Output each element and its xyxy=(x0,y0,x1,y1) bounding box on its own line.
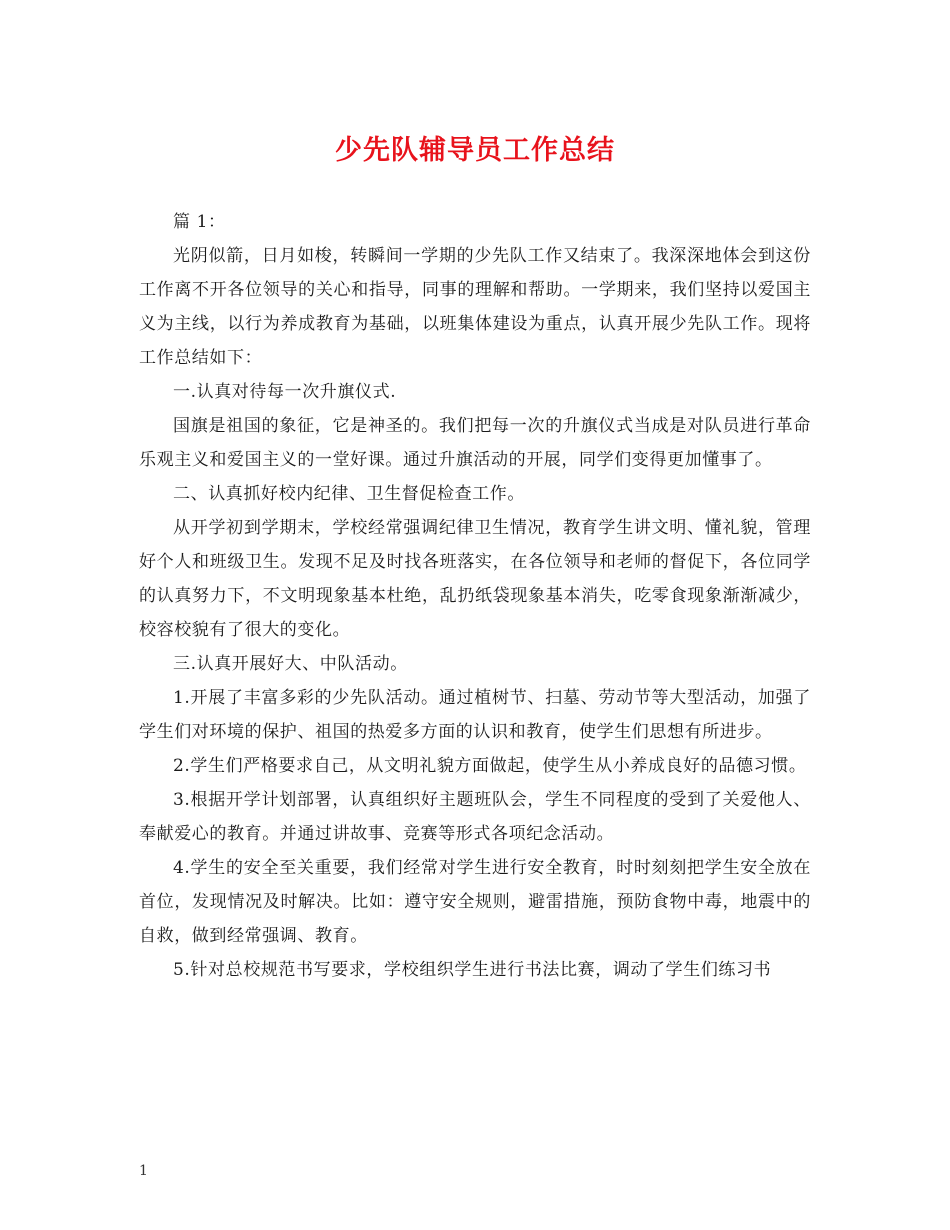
document-body xyxy=(139,205,811,987)
section-label: 篇 1： xyxy=(173,212,226,232)
list-item-5: 5.针对总校规范书写要求，学校组织学生进行书法比赛，调动了学生们练习书 xyxy=(173,960,772,980)
section-heading-2: 二、认真抓好校内纪律、卫生督促检查工作。 xyxy=(173,484,525,504)
list-item-1: 1.开展了丰富多彩的少先队活动。通过植树节、扫墓、劳动节等大型活动，加强了学生们对环境的保护、祖国的热爱多方面的认识和教育，使学生们思想有所进步。 xyxy=(139,688,811,742)
list-item-4: 4.学生的安全至关重要，我们经常对学生进行安全教育，时时刻刻把学生安全放在首位，发现情况及时解决。比如：遵守安全规则，避雷措施，预防食物中毒，地震中的自救，做到经常强调、教育。 xyxy=(139,858,811,946)
intro-paragraph: 光阴似箭，日月如梭，转瞬间一学期的少先队工作又结束了。我深深地体会到这份工作离不开各位领导的关心和指导，同事的理解和帮助。一学期来，我们坚持以爱国主义为主线，以行为养成教育为基础，以班集体建设为重点，认真开展少先队工作。现将工作总结如下： xyxy=(139,246,811,368)
page-number: 1 xyxy=(139,1163,148,1179)
list-item-2: 2.学生们严格要求自己，从文明礼貌方面做起，使学生从小养成良好的品德习惯。 xyxy=(173,756,807,776)
document-title: 少先队辅导员工作总结 xyxy=(335,135,615,166)
paragraph-discipline: 从开学初到学期末，学校经常强调纪律卫生情况，教育学生讲文明、懂礼貌，管理好个人和班级卫生。发现不足及时找各班落实，在各位领导和老师的督促下，各位同学的认真努力下，不文明现象基本杜绝，乱扔纸袋现象基本消失，吃零食现象渐渐减少，校容校貌有了很大的变化。 xyxy=(139,518,811,640)
section-heading-3: 三.认真开展好大、中队活动。 xyxy=(173,654,408,674)
paragraph-flag-ceremony: 国旗是祖国的象征，它是神圣的。我们把每一次的升旗仪式当成是对队员进行革命乐观主义和爱国主义的一堂好课。通过升旗活动的开展，同学们变得更加懂事了。 xyxy=(139,416,811,470)
list-item-3: 3.根据开学计划部署，认真组织好主题班队会，学生不同程度的受到了关爱他人、奉献爱心的教育。并通过讲故事、竞赛等形式各项纪念活动。 xyxy=(139,790,811,844)
section-heading-1: 一.认真对待每一次升旗仪式. xyxy=(173,382,397,402)
